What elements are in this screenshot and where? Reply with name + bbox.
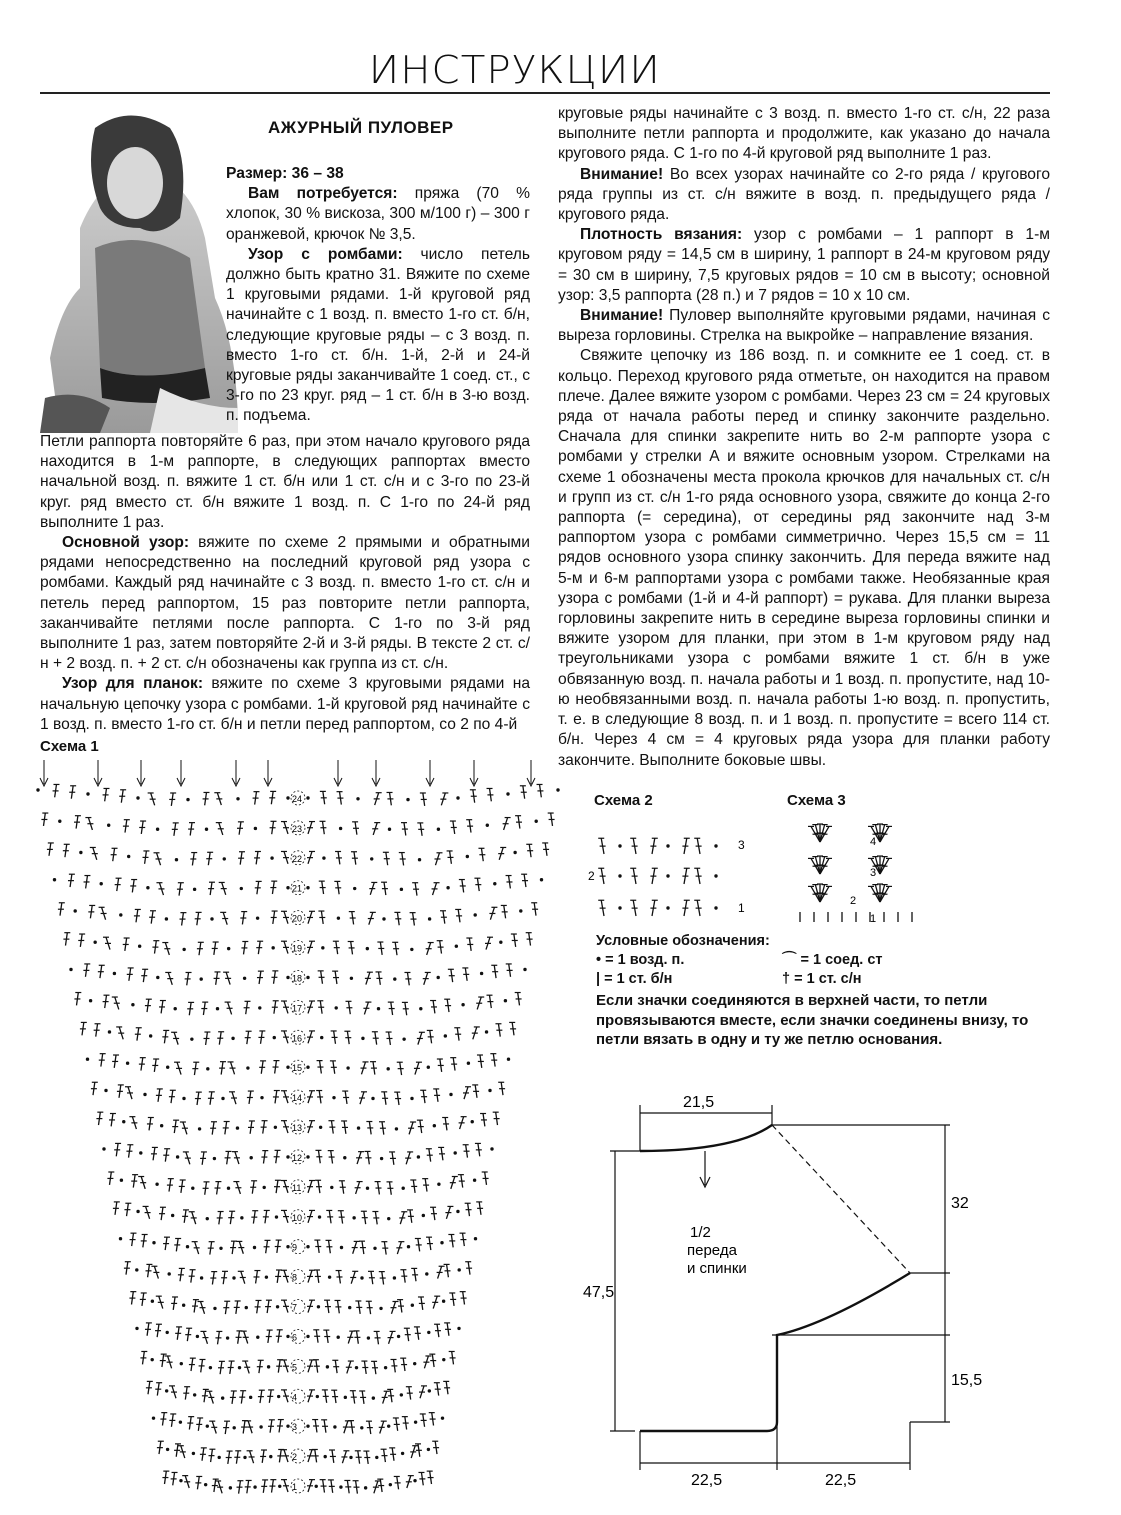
- schema2-row-num-1: 1: [738, 901, 745, 915]
- dim-bottom-right: 22,5: [825, 1472, 857, 1489]
- piece-label-1: 1/2: [690, 1224, 711, 1241]
- section-title: ИНСТРУКЦИИ: [369, 48, 662, 92]
- legend-sc: = 1 ст. б/н: [604, 971, 673, 987]
- dim-total-height: 47,5: [583, 1284, 615, 1301]
- materials-label: Вам потребуется:: [248, 185, 398, 203]
- dim-bottom-left: 22,5: [691, 1472, 723, 1489]
- right-intro: круговые ряды начинайте с 3 возд. п. вместо 1-го ст. с/н, 22 раза выполните петли раппорта и продолжите, как указано до начала кругового ряда. С 1-го по 4-й круговой ряд выполните 1 раз.: [558, 105, 1050, 163]
- schema1-row-number: 23: [292, 823, 303, 834]
- attention1-label: Внимание!: [580, 165, 664, 183]
- legend-dc: = 1 ст. с/н: [794, 971, 862, 987]
- schema2-label: Схема 2: [594, 792, 653, 809]
- attention1-text: Во всех узорах начинайте со 2-го ряда / кругового ряда группы из ст. с/н вяжите в возд. п. предыдущего ряда / кругового ряда.: [558, 165, 1050, 224]
- schema1-label: Схема 1: [40, 738, 99, 755]
- schema1-row-number: 8: [292, 1272, 298, 1283]
- legend-row-2: [596, 970, 1046, 989]
- schema1-chart: [36, 758, 566, 1503]
- schema2-row-num-2: 2: [588, 869, 595, 883]
- piece-label-3: и спинки: [687, 1260, 747, 1277]
- attention2-text: Пуловер выполняйте круговыми рядами, начиная с выреза горловины. Стрелка на выкройке – направление вязания.: [558, 307, 1050, 345]
- schema1-row-number: 19: [292, 943, 303, 954]
- schema1-row-number: 12: [292, 1152, 303, 1163]
- pattern-diagram: [583, 1085, 995, 1505]
- dim-lower-height: 15,5: [951, 1372, 983, 1389]
- legend-chain: = 1 возд. п.: [605, 952, 685, 968]
- chain-symbol: •: [596, 952, 602, 968]
- schema2-chart: [586, 820, 766, 925]
- legend: [596, 932, 1046, 1050]
- schema1-arrows: [40, 760, 535, 786]
- title-rule: [40, 92, 1050, 94]
- dim-top-width: 21,5: [683, 1094, 715, 1111]
- text-column-right: [558, 104, 1050, 771]
- rhombus-text-cont: Петли раппорта повторяйте 6 раз, при этом начало кругового ряда находится в 1-м раппорте, в следующих раппортах вместо начальной возд. п. вяжите 1 ст. б/н или 1 ст. с/н и с 3-го по 23-й круг. ряд вместо ст. б/н вяжите 1 возд. п. С 1-го по 24-й ряд выполните 1 раз.: [40, 433, 530, 531]
- schema3-chart: [790, 812, 930, 930]
- planka-text: вяжите по схеме 3 круговыми рядами на начальную цепочку узора с ромбами. 1-й круговой ряд начинайте с 1 возд. п. вместо 1-го ст. б/н и петли перед раппортом, со 2 по 4-й: [40, 675, 531, 733]
- schema1-row-number: 6: [292, 1332, 298, 1343]
- planka-label: Узор для планок:: [62, 675, 204, 693]
- schema1-row-number: 13: [292, 1123, 303, 1134]
- schema1-row-number: 21: [292, 883, 303, 894]
- schema1-row-number: 10: [292, 1212, 303, 1223]
- schema1-row-number: 20: [292, 913, 303, 924]
- dim-upper-height: 32: [951, 1195, 969, 1212]
- pattern-outline: [640, 1125, 910, 1431]
- piece-label-2: переда: [687, 1242, 737, 1259]
- article-title: АЖУРНЫЙ ПУЛОВЕР: [268, 118, 454, 137]
- schema1-row-number: 24: [292, 794, 303, 804]
- text-column-left-bottom: [40, 432, 530, 735]
- schema1-row-number: 14: [292, 1093, 303, 1104]
- sc-symbol: |: [596, 971, 601, 987]
- schema1-row-number: 16: [292, 1033, 303, 1044]
- attention2-label: Внимание!: [580, 307, 664, 325]
- schema1-row-number: 18: [292, 973, 303, 984]
- legend-slip: = 1 соед. ст: [800, 952, 883, 968]
- schema1-row-number: 1: [292, 1482, 298, 1492]
- schema1-row-number: 5: [292, 1362, 298, 1373]
- materials-text: пряжа (70 % хлопок, 30 % вискоза, 300 м/100 г) – 300 г оранжевой, крючок № 3,5.: [226, 185, 531, 243]
- schema3-row-num-2: 2: [850, 895, 857, 907]
- instructions-text: Свяжите цепочку из 186 возд. п. и сомкните ее 1 соед. ст. в кольцо. Переход кругового ряда отметьте, он находится на правом плече. Далее вяжите узором с ромбами. Через 23 см = 24 круговых ряда от начала работы перед и спинку закончите раздельно. Сначала для спинки закрепите нить во 2-м раппорте узора с ромбами у стрелки А и вяжите основным узором. Стрелками на схеме 1 обозначены места прокола крючков для начальных ст. с/н и групп из ст. с/н 1-го ряда основного узора, свяжите до конца 2-го раппорта (= середина), от середины ряд закончите над 3-м раппортом узора с ромбами симметрично. Через 15,5 см = 11 рядов основного узора спинку закончить. Для переда вяжите над 5-м и 6-м раппортами узора с ромбами также. Необязанные края узора с ромбами (1-й и 4-й раппорт) = рукава. Для планки выреза горловины закрепите нить в середине выреза горловины спинки и вяжите узором для планки, при этом в 1-м круговом ряду над треугольниками узора с ромбами вяжите 1 ст. б/н в уже обвязанную возд. п. начала работы и 1 возд. п. пропустите, над 10-ю необвязанными возд. п. начала работы 1-ю возд. п. пропустить, т. е. в следующие 8 возд. п. и 1 возд. п. пропустите = всего 114 ст. б/н. Через 4 см = 4 круговых ряда узора для планки работу закончите. Выполните боковые швы.: [558, 347, 1050, 769]
- legend-note: Если значки соединяются в верхней части, то петли провязываются вместе, если значки соединены внизу, то петли вязать в одну и ту же петлю основания.: [596, 992, 1029, 1048]
- schema3-row-num-3: 3: [870, 867, 877, 879]
- legend-row-1: [596, 951, 1046, 970]
- schema1-row-number: 4: [292, 1392, 298, 1403]
- knit-direction-arrow: [700, 1151, 710, 1187]
- schema1-row-number: 17: [292, 1003, 303, 1014]
- size-label: Размер: 36 – 38: [226, 165, 344, 182]
- schema1-row-number: 3: [292, 1422, 298, 1433]
- main-pattern-label: Основной узор:: [62, 534, 190, 552]
- schema3-row-num-1: 1: [870, 913, 877, 925]
- model-photo: [40, 108, 238, 433]
- schema1-row-number: 7: [292, 1302, 298, 1313]
- density-text: узор с ромбами – 1 раппорт в 1-м круговом ряду = 14,5 см в ширину, 1 раппорт в 24-м круговом ряду = 30 см в ширину, 7,5 круговых рядов = 10 см в высоту; основной узор: 3,5 раппорта (28 п.) и 7 рядов = 10 х 10 см.: [558, 226, 1050, 304]
- rhombus-label: Узор с ромбами:: [248, 245, 403, 263]
- dc-symbol: †: [782, 971, 791, 987]
- legend-title: Условные обозначения:: [596, 933, 770, 949]
- schema1-row-numbers: [291, 791, 305, 1493]
- rhombus-text: число петель должно быть кратно 31. Вяжите по схеме 1 круговыми рядами. 1-й круговой ряд начинайте с 1 возд. п. вместо 1-го ст. б/н, следующие круговые ряды – с 3 возд. п. вместо 1-го ст. б/н. 1-й, 2-й и 24-й круговые ряды заканчивайте 1 соед. ст., с 3-го по 23 круг. ряд – 1 ст. б/н в 3-ю возд. п. подъема.: [226, 245, 530, 425]
- density-label: Плотность вязания:: [580, 226, 743, 244]
- schema1-row-number: 2: [292, 1452, 298, 1463]
- schema1-row-number: 11: [292, 1182, 302, 1193]
- schema1-row-number: 22: [292, 853, 303, 864]
- slip-symbol: ⌒: [782, 952, 797, 968]
- schema1-row-number: 15: [292, 1063, 303, 1074]
- main-pattern-text: вяжите по схеме 2 прямыми и обратными рядами непосредственно на последний круговой ряд узора с ромбами. Каждый ряд начинайте с 3 возд. п. вместо 1-го ст. с/н и петель перед раппортом, 15 раз повторите петли раппорта, заканчивайте петлями после раппорта. С 1-го по 3-й ряд выполните 1 раз, затем повторяйте 2-й и 3-й ряды. В тексте 2 ст. с/н + 2 возд. п. + 2 ст. с/н обозначены как группа из ст. с/н.: [40, 534, 530, 673]
- schema2-row-num-3: 3: [738, 838, 745, 852]
- text-column-left-top: [226, 164, 530, 427]
- schema3-label: Схема 3: [787, 792, 846, 809]
- schema3-row-num-4: 4: [870, 836, 877, 848]
- schema1-row-number: 9: [292, 1242, 298, 1253]
